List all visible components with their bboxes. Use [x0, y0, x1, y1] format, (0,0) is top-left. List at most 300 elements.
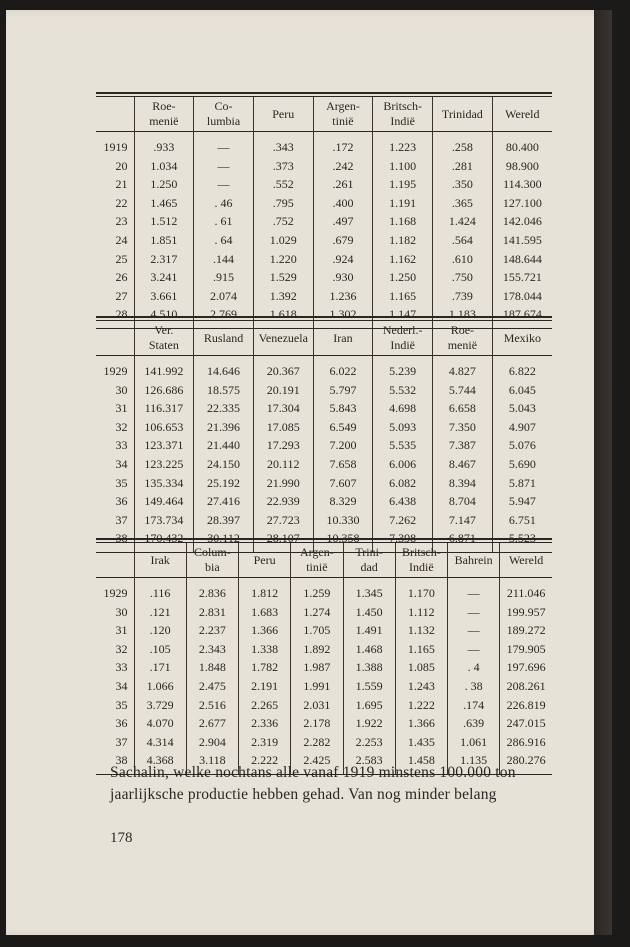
table-row [96, 268, 552, 287]
value-cell: 5.043 [492, 399, 552, 418]
value-cell: 1.165 [395, 640, 447, 659]
table-row [96, 287, 552, 306]
value-cell: 178.044 [492, 287, 552, 306]
value-cell: 1.388 [343, 658, 395, 677]
value-cell: 1.165 [373, 287, 433, 306]
page-number: 178 [110, 830, 133, 846]
value-cell: 7.387 [433, 436, 493, 455]
year-cell: 34 [115, 678, 128, 693]
value-cell: 6.045 [492, 381, 552, 400]
value-cell: 2.237 [186, 621, 238, 640]
value-cell: 3.118 [186, 751, 238, 774]
column-header: Bahrein [448, 543, 500, 578]
value-cell: 7.607 [313, 474, 373, 493]
table-row [96, 194, 552, 213]
value-cell: 1.392 [253, 287, 313, 306]
value-cell: 17.293 [253, 436, 313, 455]
value-cell: 211.046 [500, 578, 552, 603]
value-cell: 7.350 [433, 418, 493, 437]
value-cell: .679 [313, 231, 373, 250]
value-cell: 1.366 [239, 621, 291, 640]
value-cell: — [448, 603, 500, 622]
table-row [96, 511, 552, 530]
column-header: Peru [253, 97, 313, 132]
year-cell: 36 [115, 716, 128, 731]
year-cell: 33 [115, 660, 128, 675]
value-cell: 189.272 [500, 621, 552, 640]
year-cell: 31 [115, 623, 128, 638]
book-page [6, 10, 612, 935]
value-cell: 1.512 [134, 212, 194, 231]
value-cell: 1.066 [134, 677, 186, 696]
value-cell: 4.510 [134, 305, 194, 328]
value-cell: 1.683 [239, 603, 291, 622]
value-cell: 1.366 [395, 714, 447, 733]
table-2 [96, 316, 552, 553]
value-cell: 2.904 [186, 733, 238, 752]
value-cell: 8.329 [313, 492, 373, 511]
year-cell: 28 [115, 307, 128, 322]
value-cell: 1.250 [373, 268, 433, 287]
year-cell: 30 [115, 604, 128, 619]
value-cell: 1.458 [395, 751, 447, 774]
table-1-header [96, 97, 552, 132]
value-cell: 1.168 [373, 212, 433, 231]
column-header: Venezuela [253, 321, 313, 356]
table-3 [96, 538, 552, 775]
value-cell: 1.100 [373, 157, 433, 176]
value-cell: 1.191 [373, 194, 433, 213]
table-row [96, 231, 552, 250]
value-cell: 6.006 [373, 455, 433, 474]
value-cell: 1.529 [253, 268, 313, 287]
table-1-body [96, 132, 552, 328]
value-cell: 1.195 [373, 175, 433, 194]
value-cell: .116 [134, 578, 186, 603]
value-cell: 2.074 [194, 287, 254, 306]
value-cell: .242 [313, 157, 373, 176]
value-cell: 8.467 [433, 455, 493, 474]
year-cell: 38 [115, 531, 128, 546]
value-cell: 1.991 [291, 677, 343, 696]
column-header: Argen- tinië [291, 543, 343, 578]
value-cell: 5.093 [373, 418, 433, 437]
year-cell: 33 [115, 438, 128, 453]
value-cell: 1.491 [343, 621, 395, 640]
value-cell: 5.947 [492, 492, 552, 511]
value-cell: .144 [194, 250, 254, 269]
value-cell: 1.338 [239, 640, 291, 659]
column-header: Britsch- Indië [373, 97, 433, 132]
value-cell: 2.317 [134, 250, 194, 269]
column-header: Co- lumbia [194, 97, 254, 132]
year-cell: 20 [115, 158, 128, 173]
value-cell: 1.236 [313, 287, 373, 306]
value-cell: 5.797 [313, 381, 373, 400]
year-cell: 26 [115, 270, 128, 285]
value-cell: 5.871 [492, 474, 552, 493]
value-cell: 80.400 [492, 132, 552, 157]
value-cell: 5.523 [492, 529, 552, 552]
value-cell: 141.595 [492, 231, 552, 250]
value-cell: 5.690 [492, 455, 552, 474]
value-cell: 141.992 [134, 356, 194, 381]
value-cell: 1.222 [395, 696, 447, 715]
column-header: Irak [134, 543, 186, 578]
column-header: Nederl.- Indië [373, 321, 433, 356]
value-cell: 2.031 [291, 696, 343, 715]
value-cell: 2.336 [239, 714, 291, 733]
value-cell: 2.343 [186, 640, 238, 659]
value-cell: 1.135 [448, 751, 500, 774]
value-cell: — [194, 157, 254, 176]
value-cell: 226.819 [500, 696, 552, 715]
value-cell: 187.674 [492, 305, 552, 328]
year-cell: 1919 [103, 140, 128, 154]
year-cell: 22 [115, 195, 128, 210]
value-cell: .497 [313, 212, 373, 231]
year-cell: 35 [115, 475, 128, 490]
value-cell: . 4 [448, 658, 500, 677]
value-cell: 1.848 [186, 658, 238, 677]
table-row [96, 696, 552, 715]
value-cell: 2.831 [186, 603, 238, 622]
value-cell: .739 [433, 287, 493, 306]
value-cell: 5.076 [492, 436, 552, 455]
value-cell: 24.150 [194, 455, 254, 474]
year-cell: 35 [115, 697, 128, 712]
value-cell: 4.314 [134, 733, 186, 752]
year-cell: 27 [115, 288, 128, 303]
value-cell: 6.438 [373, 492, 433, 511]
year-cell: 37 [115, 734, 128, 749]
value-cell: .915 [194, 268, 254, 287]
table-3-body [96, 578, 552, 774]
value-cell: 1.345 [343, 578, 395, 603]
value-cell: 135.334 [134, 474, 194, 493]
value-cell: 2.319 [239, 733, 291, 752]
value-cell: 116.317 [134, 399, 194, 418]
column-header: Roe- menië [134, 97, 194, 132]
value-cell: 3.729 [134, 696, 186, 715]
value-cell: 5.843 [313, 399, 373, 418]
value-cell: 123.371 [134, 436, 194, 455]
table-row [96, 212, 552, 231]
value-cell: .261 [313, 175, 373, 194]
value-cell: 7.147 [433, 511, 493, 530]
value-cell: 2.265 [239, 696, 291, 715]
value-cell: 98.900 [492, 157, 552, 176]
value-cell: 2.178 [291, 714, 343, 733]
value-cell: 3.661 [134, 287, 194, 306]
value-cell: 17.085 [253, 418, 313, 437]
value-cell: 2.191 [239, 677, 291, 696]
value-cell: 1.243 [395, 677, 447, 696]
value-cell: 17.304 [253, 399, 313, 418]
value-cell: 7.262 [373, 511, 433, 530]
year-cell: 31 [115, 401, 128, 416]
value-cell: 30.112 [194, 529, 254, 552]
value-cell: .552 [253, 175, 313, 194]
value-cell: 126.686 [134, 381, 194, 400]
value-cell: 2.583 [343, 751, 395, 774]
value-cell: .121 [134, 603, 186, 622]
value-cell: 1.034 [134, 157, 194, 176]
value-cell: 148.644 [492, 250, 552, 269]
year-cell: 25 [115, 251, 128, 266]
value-cell: 208.261 [500, 677, 552, 696]
value-cell: .174 [448, 696, 500, 715]
value-cell: 1.182 [373, 231, 433, 250]
paragraph-line-1: Sachalin, welke nochtans alle vanaf 1919 minstens 100.000 ton [110, 764, 516, 781]
value-cell: 21.396 [194, 418, 254, 437]
value-cell: — [448, 578, 500, 603]
table-row [96, 714, 552, 733]
value-cell: 1.183 [433, 305, 493, 328]
value-cell: 1.705 [291, 621, 343, 640]
value-cell: 6.022 [313, 356, 373, 381]
value-cell: 1.170 [395, 578, 447, 603]
value-cell: 6.549 [313, 418, 373, 437]
value-cell: 6.751 [492, 511, 552, 530]
value-cell: 1.029 [253, 231, 313, 250]
table-1-grid [96, 97, 552, 328]
value-cell: 6.658 [433, 399, 493, 418]
value-cell: 21.990 [253, 474, 313, 493]
table-3-grid [96, 543, 552, 774]
value-cell: 170.432 [134, 529, 194, 552]
value-cell: .564 [433, 231, 493, 250]
value-cell: 7.398 [373, 529, 433, 552]
value-cell: 28.107 [253, 529, 313, 552]
value-cell: .933 [134, 132, 194, 157]
table-2-header [96, 321, 552, 356]
book-spine [594, 10, 612, 935]
value-cell: .795 [253, 194, 313, 213]
value-cell: — [194, 132, 254, 157]
value-cell: 1.450 [343, 603, 395, 622]
table-row [96, 455, 552, 474]
year-cell: 32 [115, 419, 128, 434]
value-cell: 5.532 [373, 381, 433, 400]
value-cell: 142.046 [492, 212, 552, 231]
value-cell: 173.734 [134, 511, 194, 530]
table-3-header [96, 543, 552, 578]
value-cell: 1.259 [291, 578, 343, 603]
value-cell: 1.987 [291, 658, 343, 677]
value-cell: 3.241 [134, 268, 194, 287]
value-cell: 6.082 [373, 474, 433, 493]
column-header: Trinidad [433, 97, 493, 132]
value-cell: 1.085 [395, 658, 447, 677]
table-row [96, 356, 552, 381]
column-header: Iran [313, 321, 373, 356]
value-cell: 7.658 [313, 455, 373, 474]
value-cell: 7.200 [313, 436, 373, 455]
value-cell: 28.397 [194, 511, 254, 530]
table-row [96, 733, 552, 752]
value-cell: . 61 [194, 212, 254, 231]
value-cell: 10.330 [313, 511, 373, 530]
value-cell: .365 [433, 194, 493, 213]
column-header: Mexiko [492, 321, 552, 356]
value-cell: 2.475 [186, 677, 238, 696]
value-cell: 2.677 [186, 714, 238, 733]
value-cell: 1.132 [395, 621, 447, 640]
value-cell: 6.871 [433, 529, 493, 552]
value-cell: 1.812 [239, 578, 291, 603]
value-cell: .105 [134, 640, 186, 659]
value-cell: 10.358 [313, 529, 373, 552]
value-cell: .610 [433, 250, 493, 269]
value-cell: 22.335 [194, 399, 254, 418]
table-2-body [96, 356, 552, 552]
table-row [96, 658, 552, 677]
column-header [96, 543, 134, 578]
table-row [96, 157, 552, 176]
value-cell: 2.516 [186, 696, 238, 715]
column-header: Peru [239, 543, 291, 578]
value-cell: 1.618 [253, 305, 313, 328]
header-row [96, 543, 552, 578]
value-cell: 2.836 [186, 578, 238, 603]
value-cell: 18.575 [194, 381, 254, 400]
value-cell: 27.416 [194, 492, 254, 511]
value-cell: 2.425 [291, 751, 343, 774]
value-cell: 27.723 [253, 511, 313, 530]
year-cell: 30 [115, 382, 128, 397]
column-header: Colum- bia [186, 543, 238, 578]
value-cell: .639 [448, 714, 500, 733]
value-cell: 127.100 [492, 194, 552, 213]
year-cell: 21 [115, 177, 128, 192]
value-cell: 123.225 [134, 455, 194, 474]
value-cell: — [448, 621, 500, 640]
value-cell: 1.435 [395, 733, 447, 752]
value-cell: 1.695 [343, 696, 395, 715]
value-cell: 1.220 [253, 250, 313, 269]
value-cell: 155.721 [492, 268, 552, 287]
value-cell: 1.223 [373, 132, 433, 157]
value-cell: 4.070 [134, 714, 186, 733]
value-cell: 197.696 [500, 658, 552, 677]
column-header: Roe- menië [433, 321, 493, 356]
column-header: Argen- tinië [313, 97, 373, 132]
value-cell: 4.907 [492, 418, 552, 437]
year-cell: 37 [115, 512, 128, 527]
year-cell: 24 [115, 232, 128, 247]
value-cell: 20.112 [253, 455, 313, 474]
value-cell: .281 [433, 157, 493, 176]
value-cell: .750 [433, 268, 493, 287]
table-row [96, 621, 552, 640]
body-paragraph [110, 762, 560, 806]
value-cell: 1.274 [291, 603, 343, 622]
value-cell: 1.250 [134, 175, 194, 194]
value-cell: 1.468 [343, 640, 395, 659]
year-cell: 23 [115, 214, 128, 229]
table-row [96, 677, 552, 696]
column-header: Wereld [500, 543, 552, 578]
value-cell: 149.464 [134, 492, 194, 511]
value-cell: 21.440 [194, 436, 254, 455]
value-cell: 2.222 [239, 751, 291, 774]
value-cell: .373 [253, 157, 313, 176]
value-cell: .343 [253, 132, 313, 157]
value-cell: .400 [313, 194, 373, 213]
year-cell: 36 [115, 494, 128, 509]
value-cell: . 64 [194, 231, 254, 250]
value-cell: .172 [313, 132, 373, 157]
column-header: Trini- dad [343, 543, 395, 578]
value-cell: 20.367 [253, 356, 313, 381]
value-cell: 6.822 [492, 356, 552, 381]
year-cell: 1929 [103, 364, 128, 378]
value-cell: 1.302 [313, 305, 373, 328]
table-row [96, 132, 552, 157]
value-cell: — [448, 640, 500, 659]
value-cell: 1.922 [343, 714, 395, 733]
table-row [96, 640, 552, 659]
value-cell: 25.192 [194, 474, 254, 493]
value-cell: 1.424 [433, 212, 493, 231]
value-cell: — [194, 175, 254, 194]
value-cell: 14.646 [194, 356, 254, 381]
year-cell: 1929 [103, 586, 128, 600]
year-cell: 38 [115, 753, 128, 768]
value-cell: 4.368 [134, 751, 186, 774]
value-cell: 1.112 [395, 603, 447, 622]
table-row [96, 381, 552, 400]
value-cell: 2.769 [194, 305, 254, 328]
column-header: Ver. Staten [134, 321, 194, 356]
header-row [96, 321, 552, 356]
value-cell: 5.744 [433, 381, 493, 400]
value-cell: 8.704 [433, 492, 493, 511]
column-header [96, 97, 134, 132]
value-cell: 2.253 [343, 733, 395, 752]
year-cell: 34 [115, 456, 128, 471]
value-cell: .752 [253, 212, 313, 231]
header-row [96, 97, 552, 132]
table-row [96, 175, 552, 194]
value-cell: 1.892 [291, 640, 343, 659]
paragraph-line-2: jaarlijksche productie hebben gehad. Van nog minder belang [110, 786, 497, 803]
value-cell: .258 [433, 132, 493, 157]
value-cell: 199.957 [500, 603, 552, 622]
table-row [96, 250, 552, 269]
value-cell: 4.827 [433, 356, 493, 381]
value-cell: 8.394 [433, 474, 493, 493]
value-cell: 1.147 [373, 305, 433, 328]
value-cell: 106.653 [134, 418, 194, 437]
value-cell: 2.282 [291, 733, 343, 752]
value-cell: .120 [134, 621, 186, 640]
table-row [96, 474, 552, 493]
value-cell: . 38 [448, 677, 500, 696]
column-header: Wereld [492, 97, 552, 132]
column-header: Britsch- Indië [395, 543, 447, 578]
table-row [96, 578, 552, 603]
value-cell: 5.239 [373, 356, 433, 381]
value-cell: 22.939 [253, 492, 313, 511]
value-cell: .930 [313, 268, 373, 287]
value-cell: 114.300 [492, 175, 552, 194]
value-cell: 247.015 [500, 714, 552, 733]
value-cell: 286.916 [500, 733, 552, 752]
column-header: Rusland [194, 321, 254, 356]
value-cell: . 46 [194, 194, 254, 213]
